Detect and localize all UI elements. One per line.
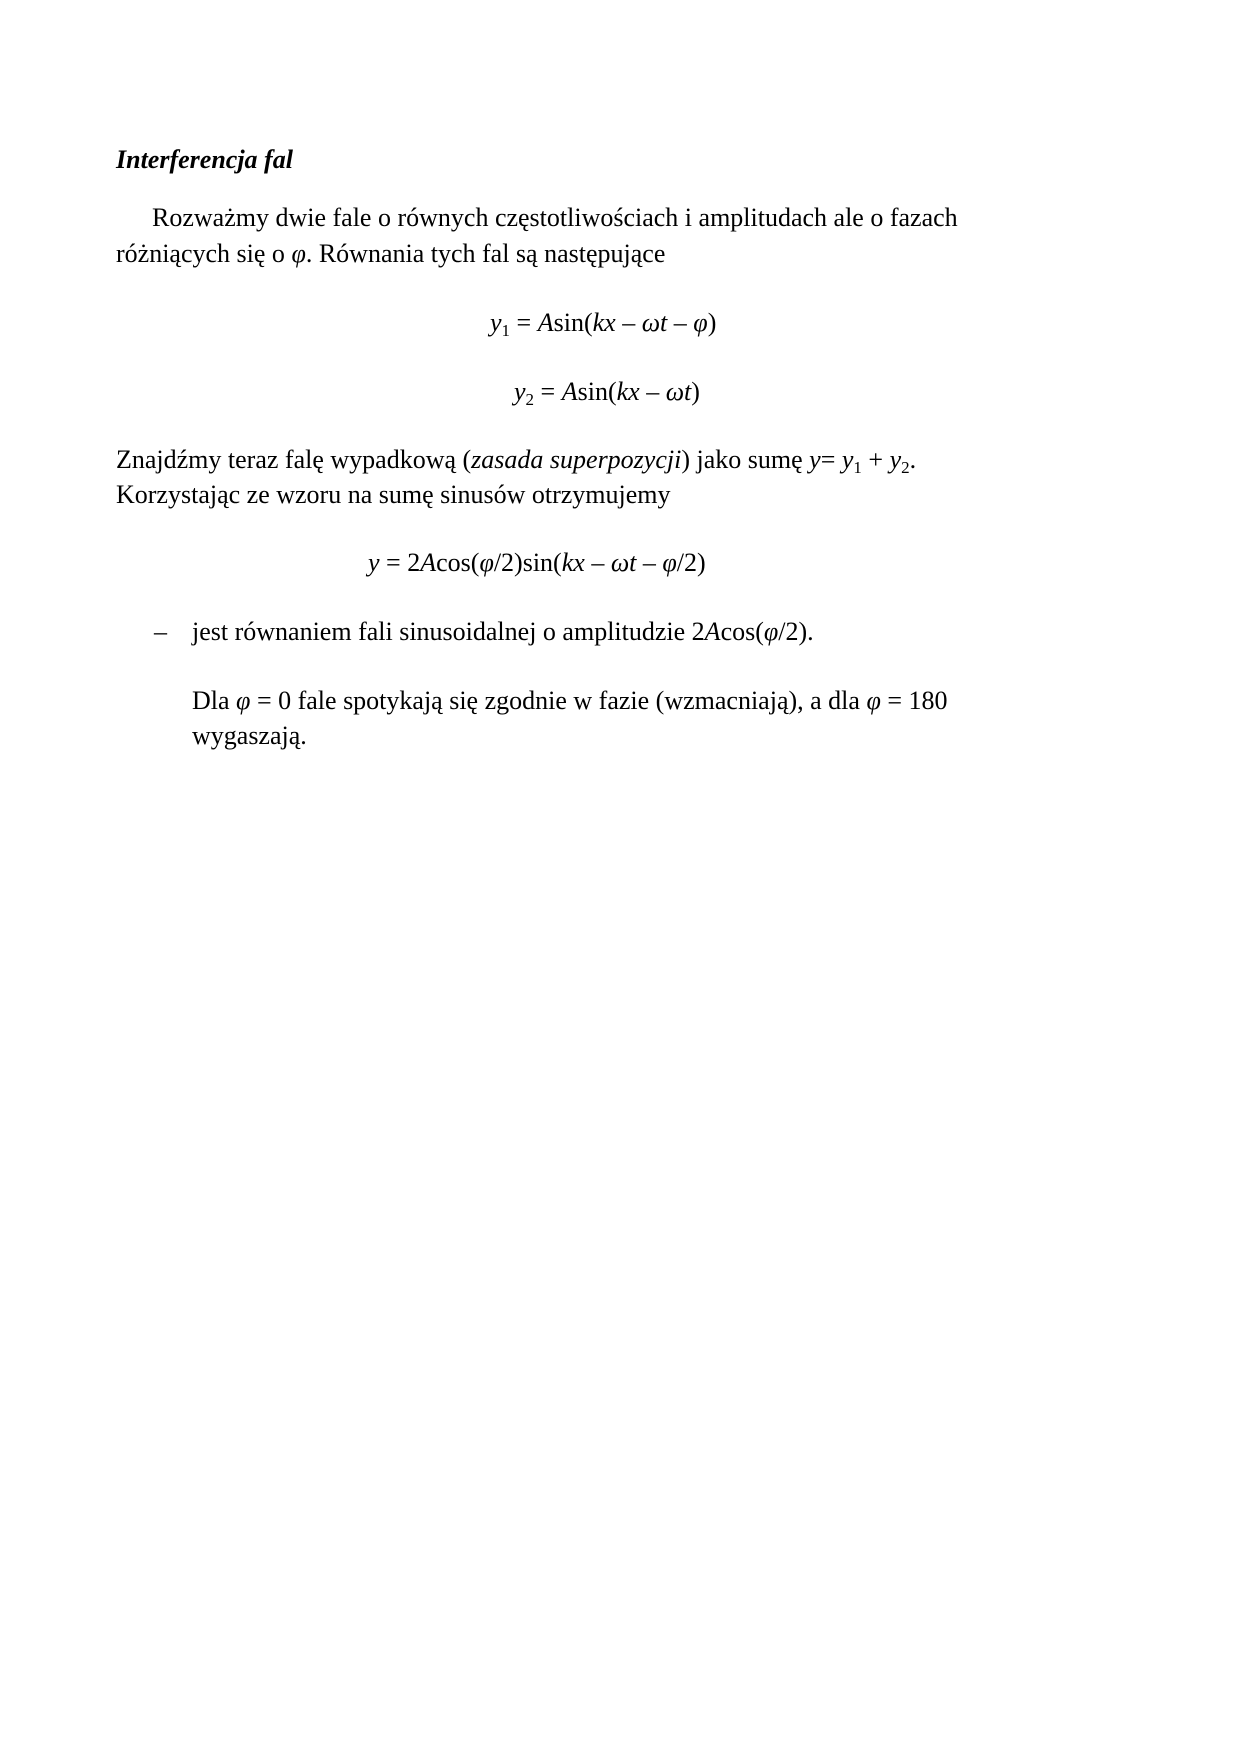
sum-equals: = (820, 445, 842, 474)
eq1-kx: kx (592, 308, 616, 337)
paragraph3-phi: φ (763, 617, 779, 646)
eq1-minus1: – (615, 308, 642, 337)
eq2-kx: kx (616, 377, 640, 406)
equation-resultant (368, 546, 706, 580)
paragraph2-line1 (116, 443, 916, 477)
paragraph3-end: /2). (778, 617, 814, 646)
eq1-lhs-var: y (490, 308, 502, 337)
eq2-minus1: – (639, 377, 666, 406)
paragraph3-line (192, 615, 814, 649)
eq3-half-sin: /2)sin( (493, 548, 562, 577)
paragraph1-text-start: różniących się o (116, 239, 292, 268)
eq3-equals: = 2 (379, 548, 421, 577)
eq3-minus1: – (584, 548, 611, 577)
eq3-omega-t: ωt (610, 548, 637, 577)
sum-y1-sub: 1 (853, 458, 862, 477)
paragraph4-text-a: Dla (192, 686, 237, 715)
eq1-close: ) (707, 308, 717, 337)
sum-y: y (809, 445, 821, 474)
superposition-term: zasada superpozycji (471, 445, 682, 474)
paragraph3-text: jest równaniem fali sinusoidalnej o amplitudzie 2 (192, 617, 705, 646)
eq1-minus2: – (667, 308, 694, 337)
eq2-equals: = (534, 377, 562, 406)
document-title: Interferencja fal (116, 145, 293, 174)
equation-y1 (490, 306, 716, 340)
eq3-phi1: φ (479, 548, 494, 577)
eq1-lhs-sub: 1 (501, 321, 511, 340)
paragraph4-phi1: φ (236, 686, 251, 715)
paragraph2-text-start: Znajdźmy teraz falę wypadkową ( (116, 445, 472, 474)
eq2-amplitude: A (561, 377, 578, 406)
paragraph2-line2: Korzystając ze wzoru na sumę sinusów otrzymujemy (116, 480, 671, 509)
paragraph1-text-end: . Równania tych fal są następujące (305, 239, 666, 268)
eq1-phi: φ (693, 308, 708, 337)
eq3-kx: kx (561, 548, 585, 577)
paragraph2-text-mid: ) jako sumę (681, 445, 810, 474)
list-dash: – (154, 617, 167, 646)
eq3-phi2: φ (662, 548, 677, 577)
sum-y2: y (889, 445, 902, 474)
eq2-close: ) (691, 377, 700, 406)
equation-y2 (514, 375, 700, 409)
eq3-close: /2) (676, 548, 706, 577)
sum-y2-sub: 2 (901, 458, 910, 477)
paragraph1-line2 (116, 237, 665, 271)
paragraph3-amplitude: A (704, 617, 721, 646)
eq3-amplitude: A (420, 548, 437, 577)
eq2-omega-t: ωt (665, 377, 692, 406)
paragraph4-line2: wygaszają. (192, 721, 307, 750)
paragraph4-text-c: = 180 (880, 686, 948, 715)
paragraph3-cos: cos( (720, 617, 764, 646)
eq3-cos: cos( (436, 548, 480, 577)
eq2-lhs-var: y (514, 377, 526, 406)
eq1-amplitude: A (537, 308, 554, 337)
sum-y1: y (841, 445, 854, 474)
sum-dot: . (909, 445, 917, 474)
paragraph4-text-b: = 0 fale spotykają się zgodnie w fazie (wzmacniają), a dla (250, 686, 867, 715)
eq3-minus2: – (636, 548, 663, 577)
eq3-lhs: y (368, 548, 380, 577)
eq2-lhs-sub: 2 (525, 390, 535, 409)
phi-symbol: φ (291, 239, 306, 268)
paragraph4-line1 (192, 684, 948, 718)
eq1-function: sin( (553, 308, 593, 337)
paragraph1-line1: Rozważmy dwie fale o równych częstotliwościach i amplitudach ale o fazach (152, 203, 958, 232)
sum-plus: + (861, 445, 890, 474)
paragraph4-phi2: φ (866, 686, 881, 715)
eq1-omega-t: ωt (641, 308, 668, 337)
eq1-equals: = (510, 308, 538, 337)
eq2-function: sin( (577, 377, 617, 406)
